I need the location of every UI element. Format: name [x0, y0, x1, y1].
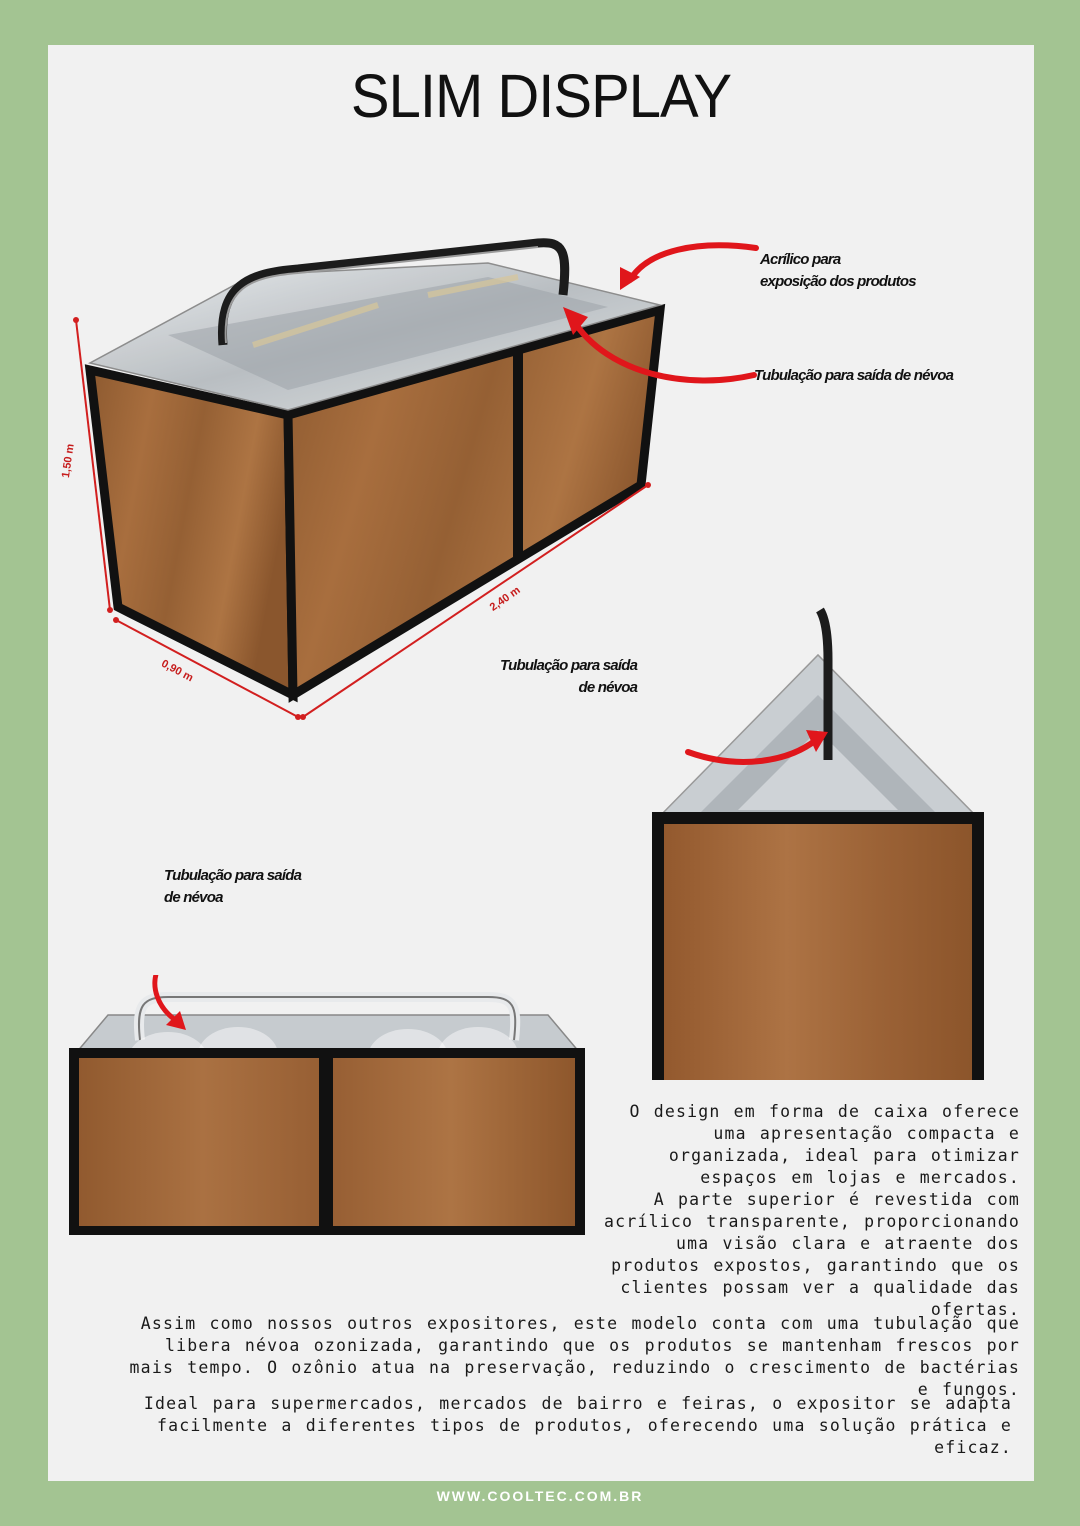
acrylic-annotation: Acrílico para exposição dos produtos — [760, 251, 916, 290]
mist-tube-annotation-front: Tubulação para saída de névoa — [164, 867, 302, 906]
description-paragraph-3: Assim como nossos outros expositores, este modelo conta com uma tubulação que libera névoa ozonizada, garantindo que os produtos se mantenham frescos por mais tempo. O ozônio atua na preservação, reduzindo o crescimento de bactérias e fungos. — [129, 1314, 1020, 1399]
depth-dimension-label: 0,90 m — [159, 657, 196, 685]
description-paragraph-1: O design em forma de caixa oferece uma apresentação compacta e organizada, ideal para otimizar espaços em lojas e mercados. — [629, 1102, 1020, 1187]
product-sheet — [48, 45, 1034, 1481]
mist-tube-annotation-side: Tubulação para saída de névoa — [500, 657, 638, 696]
description-paragraph-2: A parte superior é revestida com acrílico transparente, proporcionando uma visão clara e atraente dos produtos expostos, garantindo que os clientes possam ver a qualidade das ofertas. — [604, 1190, 1020, 1319]
website-footer[interactable]: WWW.COOLTEC.COM.BR — [436, 1488, 644, 1504]
display-side-render — [638, 600, 1018, 1080]
mist-tube-annotation-top: Tubulação para saída de névoa — [754, 367, 954, 384]
description-paragraph-4: Ideal para supermercados, mercados de bairro e feiras, o expositor se adapta facilmente a diferentes tipos de produtos, oferecendo uma solução prática e eficaz. — [143, 1394, 1012, 1457]
length-dimension-label: 2,40 m — [487, 584, 523, 614]
height-dimension-label: 1,50 m — [60, 443, 77, 479]
page-title: SLIM DISPLAY — [350, 62, 732, 131]
display-front-render — [68, 975, 588, 1235]
